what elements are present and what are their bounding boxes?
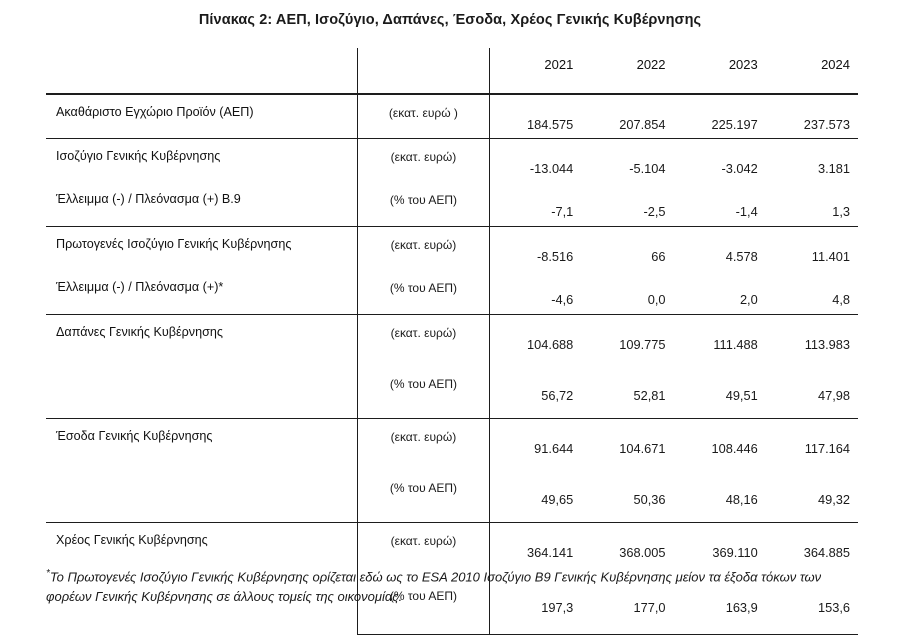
row-unit-revenue-pct: (% του ΑΕΠ) [358, 470, 489, 522]
cell-expenditure-pct-2022: 52,81 [581, 366, 673, 418]
row-unit-balance-pct: (% του ΑΕΠ) [358, 182, 489, 226]
cell-primary-pct-2024: 4,8 [766, 270, 858, 314]
table-row-primary-balance-pct [46, 270, 858, 314]
cell-primary-pct-2021: -4,6 [489, 270, 581, 314]
table-row-expenditure-eur [46, 314, 858, 366]
cell-debt-eur-2022: 368.005 [619, 544, 666, 560]
cell-expenditure-eur-2021: 104.688 [527, 336, 574, 352]
row-label-debt: Χρέος Γενικής Κυβέρνησης [46, 522, 358, 634]
row-unit-expenditure-pct: (% του ΑΕΠ) [358, 366, 489, 418]
cell-debt-pct-2024: 153,6 [766, 578, 858, 634]
table-header [46, 48, 858, 94]
cell-revenue-pct-2022: 50,36 [581, 470, 673, 522]
header-year-2021: 2021 [489, 48, 581, 94]
row-label-expenditure: Δαπάνες Γενικής Κυβέρνησης [46, 314, 358, 418]
cell-gdp-2023: 225.197 [674, 94, 766, 138]
cell-revenue-pct-2023: 48,16 [674, 470, 766, 522]
row-unit-primary-eur: (εκατ. ευρώ) [358, 226, 489, 270]
table-row-primary-balance-eur [46, 226, 858, 270]
cell-expenditure-pct-2024: 47,98 [766, 366, 858, 418]
row-unit-gdp-eur: (εκατ. ευρώ ) [358, 94, 489, 138]
cell-primary-pct-2022: 0,0 [581, 270, 673, 314]
cell-revenue-eur-2022: 104.671 [619, 440, 666, 456]
cell-primary-eur-2024: 11.401 [811, 248, 850, 264]
financial-table-container [46, 48, 858, 635]
table-row-balance-eur [46, 138, 858, 182]
header-year-2022: 2022 [581, 48, 673, 94]
cell-revenue-eur-2021: 91.644 [534, 440, 574, 456]
cell-debt-eur-2023: 369.110 [712, 544, 758, 560]
table-footnote [46, 566, 858, 608]
row-unit-balance-eur: (εκατ. ευρώ) [358, 138, 489, 182]
header-year-2024: 2024 [766, 48, 858, 94]
financial-table [46, 48, 858, 635]
row-label-revenue: Έσοδα Γενικής Κυβέρνησης [46, 418, 358, 522]
cell-expenditure-eur-2023: 111.488 [713, 336, 758, 352]
cell-expenditure-pct-2021: 56,72 [489, 366, 581, 418]
cell-debt-eur-2021: 364.141 [527, 544, 574, 560]
row-unit-expenditure-eur: (εκατ. ευρώ) [358, 314, 489, 366]
footnote-marker: * [46, 568, 50, 579]
cell-debt-eur-2024: 364.885 [803, 544, 850, 560]
header-row [46, 48, 858, 94]
row-unit-debt-eur: (εκατ. ευρώ) [358, 522, 489, 578]
cell-balance-eur-2022: -5.104 [629, 160, 666, 176]
header-label-col [46, 48, 358, 94]
cell-debt-pct-2023: 163,9 [674, 578, 766, 634]
cell-balance-pct-2023: -1,4 [674, 182, 766, 226]
cell-debt-pct-2022: 177,0 [581, 578, 673, 634]
row-label-gdp: Ακαθάριστο Εγχώριο Προϊόν (ΑΕΠ) [56, 105, 254, 119]
header-year-2023: 2023 [674, 48, 766, 94]
cell-revenue-eur-2023: 108.446 [711, 440, 758, 456]
cell-expenditure-pct-2023: 49,51 [674, 366, 766, 418]
cell-revenue-pct-2024: 49,32 [766, 470, 858, 522]
cell-gdp-2021: 184.575 [489, 94, 581, 138]
table-row-balance-pct [46, 182, 858, 226]
cell-expenditure-eur-2022: 109.775 [619, 336, 666, 352]
cell-balance-eur-2023: -3.042 [721, 160, 758, 176]
table-body [46, 94, 858, 634]
cell-primary-pct-2023: 2,0 [674, 270, 766, 314]
cell-gdp-2022: 207.854 [581, 94, 673, 138]
page-title: Πίνακας 2: ΑΕΠ, Ισοζύγιο, Δαπάνες, Έσοδα, Χρέος Γενικής Κυβέρνησης [198, 12, 702, 28]
cell-balance-pct-2022: -2,5 [581, 182, 673, 226]
header-unit-col [358, 48, 489, 94]
cell-primary-eur-2023: 4.578 [725, 248, 758, 264]
cell-revenue-eur-2024: 117.164 [804, 440, 850, 456]
row-label-balance: Ισοζύγιο Γενικής Κυβέρνησης [46, 138, 358, 182]
cell-primary-eur-2022: 66 [651, 248, 666, 264]
cell-debt-pct-2021: 197,3 [489, 578, 581, 634]
row-unit-debt-pct: (% του ΑΕΠ) [358, 578, 489, 634]
table-row-revenue-eur [46, 418, 858, 470]
row-unit-primary-pct: (% του ΑΕΠ) [358, 270, 489, 314]
cell-revenue-pct-2021: 49,65 [489, 470, 581, 522]
cell-balance-pct-2024: 1,3 [766, 182, 858, 226]
row-sublabel-balance: Έλλειμμα (-) / Πλεόνασμα (+) B.9 [56, 192, 241, 206]
row-label-primary-balance: Πρωτογενές Ισοζύγιο Γενικής Κυβέρνησης [46, 226, 358, 270]
cell-expenditure-eur-2024: 113.983 [804, 336, 850, 352]
row-unit-revenue-eur: (εκατ. ευρώ) [358, 418, 489, 470]
cell-balance-eur-2024: 3.181 [817, 160, 850, 176]
row-sublabel-primary-balance: Έλλειμμα (-) / Πλεόνασμα (+)* [56, 280, 224, 294]
footnote-text: Το Πρωτογενές Ισοζύγιο Γενικής Κυβέρνησης ορίζεται εδώ ως το ESA 2010 Ισοζύγιο B9 Γενικής Κυβέρνησης μείον τα έξοδα τόκων των φορέων Γενικής Κυβέρνησης σε άλλους τομείς της οικονομίας. [46, 569, 822, 605]
cell-primary-eur-2021: -8.516 [537, 248, 574, 264]
cell-gdp-2024: 237.573 [766, 94, 858, 138]
cell-balance-pct-2021: -7,1 [489, 182, 581, 226]
table-row-gdp [46, 94, 858, 138]
cell-balance-eur-2021: -13.044 [529, 160, 574, 176]
